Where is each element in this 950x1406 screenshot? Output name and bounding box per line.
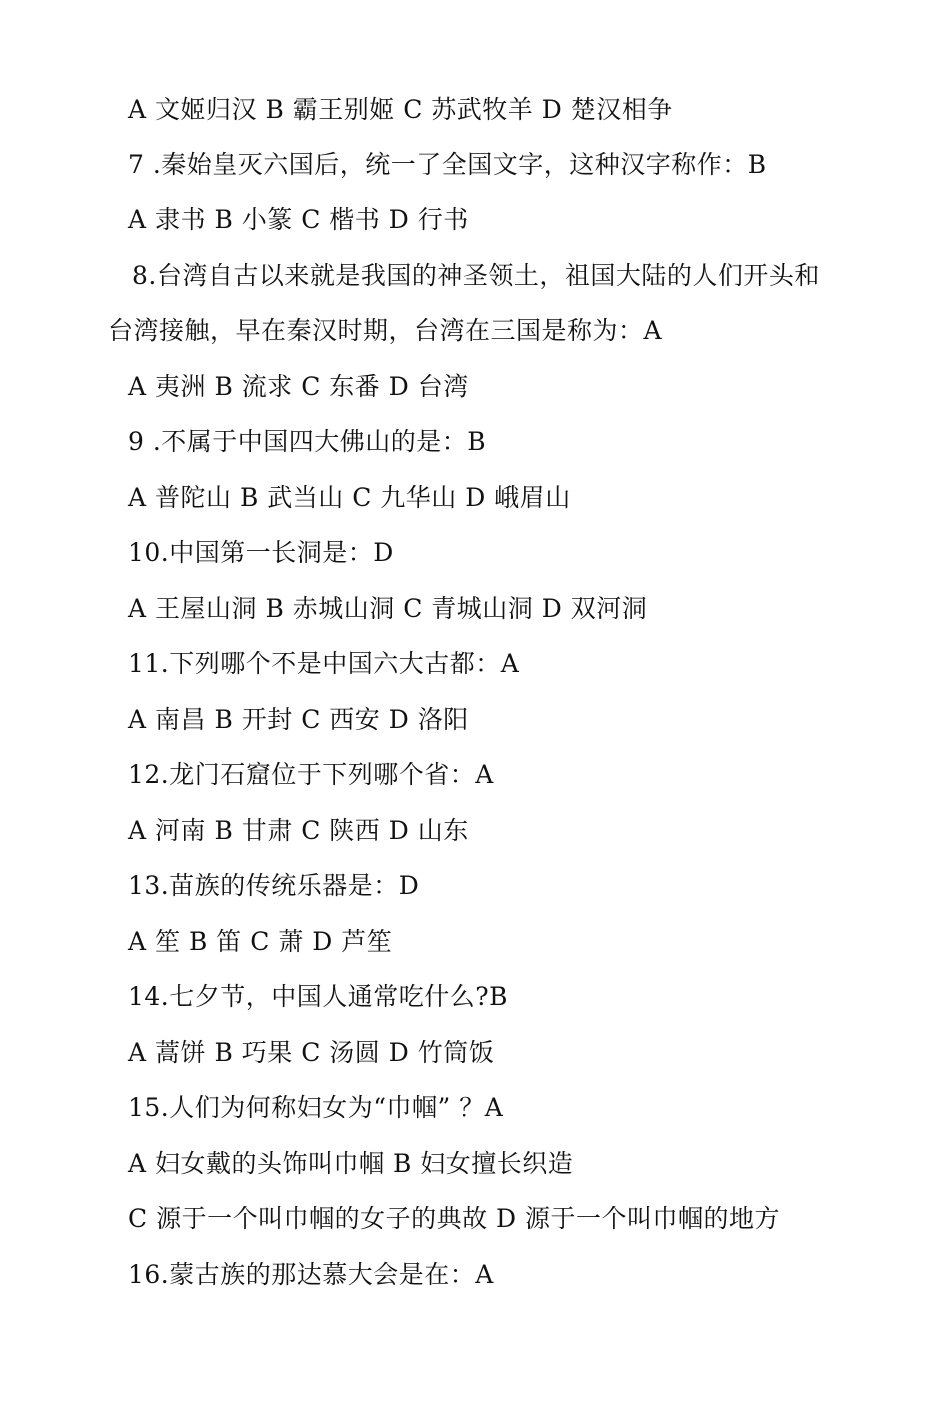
question-9: 9 .不属于中国四大佛山的是：B [128,427,487,456]
question-15: 15.人们为何称妇女为“巾帼” ？A [128,1093,504,1122]
answer-options-13: A 笙 B 笛 C 萧 D 芦笙 [128,927,393,956]
answer-options-10: A 王屋山洞 B 赤城山洞 C 青城山洞 D 双河洞 [128,594,648,623]
question-8-line-2: 台湾接触，早在秦汉时期，台湾在三国是称为：A [108,316,663,345]
answer-options-7: A 隶书 B 小篆 C 楷书 D 行书 [128,205,469,234]
answer-options-9: A 普陀山 B 武当山 C 九华山 D 峨眉山 [128,483,571,512]
question-13: 13.苗族的传统乐器是：D [128,871,420,900]
question-10: 10.中国第一长洞是：D [128,538,394,567]
question-14: 14.七夕节，中国人通常吃什么?B [128,982,509,1011]
question-12: 12.龙门石窟位于下列哪个省：A [128,760,494,789]
answer-options-15-a-b: A 妇女戴的头饰叫巾帼 B 妇女擅长织造 [128,1149,574,1178]
answer-options-6: A 文姬归汉 B 霸王别姬 C 苏武牧羊 D 楚汉相争 [128,95,673,124]
question-7: 7 .秦始皇灭六国后，统一了全国文字，这种汉字称作：B [128,150,767,179]
answer-options-12: A 河南 B 甘肃 C 陕西 D 山东 [128,816,469,845]
question-8-line-1: 8.台湾自古以来就是我国的神圣领土，祖国大陆的人们开头和 [132,261,820,290]
answer-options-15-c-d: C 源于一个叫巾帼的女子的典故 D 源于一个叫巾帼的地方 [128,1204,781,1233]
answer-options-14: A 蒿饼 B 巧果 C 汤圆 D 竹筒饭 [128,1038,495,1067]
answer-options-8: A 夷洲 B 流求 C 东番 D 台湾 [128,372,469,401]
answer-options-11: A 南昌 B 开封 C 西安 D 洛阳 [128,705,469,734]
question-11: 11.下列哪个不是中国六大古都：A [128,649,520,678]
question-16: 16.蒙古族的那达慕大会是在：A [128,1260,494,1289]
